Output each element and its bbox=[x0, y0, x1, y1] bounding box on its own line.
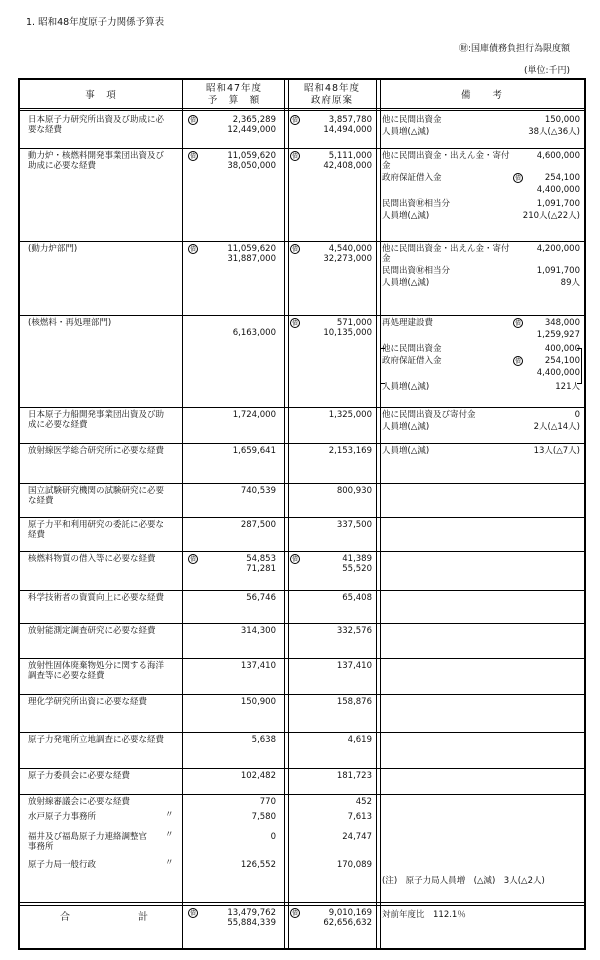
prev-budget-value: 6,163,000 bbox=[232, 328, 276, 338]
prev-budget-value: 770 bbox=[259, 797, 276, 807]
row-divider bbox=[20, 483, 584, 484]
row-divider bbox=[20, 443, 584, 444]
debt-mark-icon: 債 bbox=[189, 910, 196, 917]
row-divider bbox=[20, 315, 584, 316]
prev-budget-value: 314,300 bbox=[240, 626, 276, 636]
row-item-label: 原子力局一般行政 bbox=[28, 860, 97, 870]
remark-label: 民間出資㊖相当分 bbox=[382, 266, 451, 276]
remark-label: 政府保証借入金 bbox=[382, 356, 442, 366]
remark-label: 他に民間出資金 bbox=[382, 115, 442, 125]
gov-debt-value: 41,389 bbox=[342, 554, 372, 564]
row-divider bbox=[20, 694, 584, 695]
remark-label: 人員増(△減) bbox=[382, 278, 430, 288]
prev-budget-value: 287,500 bbox=[240, 520, 276, 530]
debt-mark-icon: 債 bbox=[291, 910, 298, 917]
gov-draft-value: 452 bbox=[355, 797, 372, 807]
gov-draft-value: 170,089 bbox=[336, 860, 372, 870]
prev-budget-value: 71,281 bbox=[246, 564, 276, 574]
debt-mark-icon: 債 bbox=[291, 320, 298, 327]
row-divider bbox=[20, 623, 584, 624]
prev-budget-value: 150,900 bbox=[240, 697, 276, 707]
remark-label: 民間出資㊖相当分 bbox=[382, 199, 451, 209]
gov-draft-value: 2,153,169 bbox=[328, 446, 372, 456]
prev-budget-value: 31,887,000 bbox=[227, 254, 276, 264]
row-item-label: 放射能測定調査研究に必要な経費 bbox=[28, 626, 156, 636]
row-divider bbox=[20, 658, 584, 659]
remark-label: 他に民間出資金・出えん金・寄付金 bbox=[382, 151, 510, 172]
debt-mark-icon: 債 bbox=[291, 117, 298, 124]
remark-value: 4,200,000 bbox=[536, 244, 580, 254]
gov-draft-value: 7,613 bbox=[347, 812, 372, 822]
debt-mark-icon: 債 bbox=[189, 117, 196, 124]
gov-draft-value: 10,135,000 bbox=[323, 328, 372, 338]
row-divider bbox=[20, 768, 584, 769]
prev-debt-value: 11,059,620 bbox=[227, 151, 276, 161]
bracket-right bbox=[577, 348, 582, 384]
remark-value: 210人(△22人) bbox=[522, 211, 580, 221]
debt-mark-icon: 債 bbox=[291, 153, 298, 160]
row-item-label: (核燃料・再処理部門) bbox=[28, 318, 112, 328]
gov-draft-value: 181,723 bbox=[336, 771, 372, 781]
row-item-label: 放射線医学総合研究所に必要な経費 bbox=[28, 446, 165, 456]
gov-draft-value: 55,520 bbox=[342, 564, 372, 574]
prev-budget-value: 740,539 bbox=[240, 486, 276, 496]
gov-draft-value: 1,325,000 bbox=[328, 410, 372, 420]
remark-value: 1,091,700 bbox=[536, 266, 580, 276]
header-prev-year: 昭和47年度 bbox=[205, 83, 263, 94]
gov-debt-value: 4,540,000 bbox=[328, 244, 372, 254]
remark-value: 150,000 bbox=[544, 115, 580, 125]
debt-mark-icon: 債 bbox=[189, 246, 196, 253]
row-item-label: 日本原子力船開発事業団出資及び助成に必要な経費 bbox=[28, 410, 165, 431]
row-divider bbox=[20, 732, 584, 733]
remark-value: 0 bbox=[574, 410, 580, 420]
row-item-label: 福井及び福島原子力連絡調整官事務所 bbox=[28, 832, 148, 853]
remark-label: 再処理建設費 bbox=[382, 318, 434, 328]
header-item: 事 項 bbox=[85, 90, 117, 101]
row-divider bbox=[20, 241, 584, 242]
remark-value: 254,100 bbox=[544, 356, 580, 366]
row-divider bbox=[20, 407, 584, 408]
header-gov-draft: 政府原案 bbox=[310, 95, 353, 106]
remark-label: 人員増(△減) bbox=[382, 127, 430, 137]
row-item-label: 原子力委員会に必要な経費 bbox=[28, 771, 131, 781]
remark-label: 人員増(△減) bbox=[382, 446, 430, 456]
gov-draft-value: 42,408,000 bbox=[323, 161, 372, 171]
row-item-label: 放射線審議会に必要な経費 bbox=[28, 797, 131, 807]
remark-value: 254,100 bbox=[544, 173, 580, 183]
gov-draft-value: 14,494,000 bbox=[323, 125, 372, 135]
remark-value: 1,259,927 bbox=[536, 330, 580, 340]
total-prev-debt: 13,479,762 bbox=[227, 908, 276, 918]
prev-budget-value: 1,724,000 bbox=[232, 410, 276, 420]
total-label-left: 合 bbox=[60, 912, 70, 923]
prev-budget-value: 126,552 bbox=[240, 860, 276, 870]
gov-debt-value: 3,857,780 bbox=[328, 115, 372, 125]
remark-label: 他に民間出資金・出えん金・寄付金 bbox=[382, 244, 510, 265]
gov-debt-value: 5,111,000 bbox=[328, 151, 372, 161]
gov-debt-value: 571,000 bbox=[336, 318, 372, 328]
debt-mark-icon: 債 bbox=[189, 556, 196, 563]
total-gov-draft: 62,656,632 bbox=[323, 918, 372, 928]
legend-note: ㊖:国庫債務負担行為限度額 bbox=[458, 44, 570, 54]
debt-mark-icon: 債 bbox=[291, 246, 298, 253]
row-item-label: 放射性固体廃棄物処分に関する海洋調査等に必要な経費 bbox=[28, 661, 165, 682]
prev-budget-value: 7,580 bbox=[251, 812, 276, 822]
gov-draft-value: 137,410 bbox=[336, 661, 372, 671]
debt-mark-icon: 債 bbox=[514, 320, 521, 327]
row-item-label: 核燃料物質の借入等に必要な経費 bbox=[28, 554, 156, 564]
row-item-label: 水戸原子力事務所 bbox=[28, 812, 97, 822]
remark-value: 4,400,000 bbox=[536, 368, 580, 378]
total-label-right: 計 bbox=[138, 912, 148, 923]
prev-budget-value: 102,482 bbox=[240, 771, 276, 781]
prev-budget-value: 1,659,641 bbox=[232, 446, 276, 456]
gov-draft-value: 800,930 bbox=[336, 486, 372, 496]
prev-budget-value: 5,638 bbox=[251, 735, 276, 745]
total-ratio-note: 対前年度比 112.1％ bbox=[382, 910, 466, 920]
gov-draft-value: 337,500 bbox=[336, 520, 372, 530]
row-item-label: (動力炉部門) bbox=[28, 244, 78, 254]
remark-value: 89人 bbox=[560, 278, 580, 288]
row-divider bbox=[20, 517, 584, 518]
row-item-label: 原子力発電所立地調査に必要な経費 bbox=[28, 735, 165, 745]
remark-value: 121人 bbox=[555, 382, 580, 392]
remark-label: 人員増(△減) bbox=[382, 422, 430, 432]
prev-budget-value: 38,050,000 bbox=[227, 161, 276, 171]
row-item-label: 動力炉・核燃料開発事業団出資及び助成に必要な経費 bbox=[28, 151, 165, 172]
prev-budget-value: 137,410 bbox=[240, 661, 276, 671]
prev-budget-value: 12,449,000 bbox=[227, 125, 276, 135]
ditto-mark: 〃 bbox=[165, 858, 174, 868]
remark-label: 政府保証借入金 bbox=[382, 173, 442, 183]
gov-draft-value: 32,273,000 bbox=[323, 254, 372, 264]
prev-debt-value: 11,059,620 bbox=[227, 244, 276, 254]
row-divider bbox=[20, 148, 584, 149]
remark-label: 他に民間出資及び寄付金 bbox=[382, 410, 476, 420]
document-title: 1. 昭和48年度原子力関係予算表 bbox=[26, 17, 165, 28]
remark-value: 348,000 bbox=[544, 318, 580, 328]
budget-table bbox=[18, 78, 586, 950]
row-item-label: 科学技術者の資質向上に必要な経費 bbox=[28, 593, 165, 603]
remark-value: 400,000 bbox=[544, 344, 580, 354]
total-divider bbox=[20, 902, 584, 906]
debt-mark-icon: 債 bbox=[514, 175, 521, 182]
row-item-label: 国立試験研究機関の試験研究に必要な経費 bbox=[28, 486, 165, 507]
prev-budget-value: 56,746 bbox=[246, 593, 276, 603]
header-gov-year: 昭和48年度 bbox=[303, 83, 361, 94]
remark-value: 38人(△36人) bbox=[528, 127, 580, 137]
header-remarks: 備 考 bbox=[460, 90, 503, 101]
row-divider bbox=[20, 551, 584, 552]
gov-draft-value: 4,619 bbox=[347, 735, 372, 745]
multi-note: (注) 原子力局人員増 (△減) 3人(△2人) bbox=[382, 876, 545, 886]
prev-budget-value: 0 bbox=[270, 832, 276, 842]
remark-label: 他に民間出資金 bbox=[382, 344, 442, 354]
remark-value: 4,600,000 bbox=[536, 151, 580, 161]
remark-value: 2人(△14人) bbox=[533, 422, 580, 432]
row-divider bbox=[20, 590, 584, 591]
remark-label: 人員増(△減) bbox=[382, 211, 430, 221]
remark-value: 1,091,700 bbox=[536, 199, 580, 209]
remark-label: 人員増(△減) bbox=[382, 382, 430, 392]
gov-draft-value: 332,576 bbox=[336, 626, 372, 636]
gov-draft-value: 65,408 bbox=[342, 593, 372, 603]
debt-mark-icon: 債 bbox=[189, 153, 196, 160]
prev-debt-value: 2,365,289 bbox=[232, 115, 276, 125]
bracket-left bbox=[380, 348, 385, 384]
header-prev-budget: 予 算 額 bbox=[207, 95, 261, 106]
row-item-label: 理化学研究所出資に必要な経費 bbox=[28, 697, 148, 707]
row-item-label: 原子力平和利用研究の委託に必要な経費 bbox=[28, 520, 165, 541]
row-divider bbox=[20, 794, 584, 795]
total-prev-budget: 55,884,339 bbox=[227, 918, 276, 928]
debt-mark-icon: 債 bbox=[514, 358, 521, 365]
gov-draft-value: 24,747 bbox=[342, 832, 372, 842]
ditto-mark: 〃 bbox=[165, 830, 174, 840]
unit-note: (単位:千円) bbox=[523, 66, 570, 76]
row-item-label: 日本原子力研究所出資及び助成に必要な経費 bbox=[28, 115, 165, 136]
remark-value: 13人(△7人) bbox=[533, 446, 580, 456]
debt-mark-icon: 債 bbox=[291, 556, 298, 563]
ditto-mark: 〃 bbox=[165, 810, 174, 820]
prev-debt-value: 54,853 bbox=[246, 554, 276, 564]
remark-value: 4,400,000 bbox=[536, 185, 580, 195]
gov-draft-value: 158,876 bbox=[336, 697, 372, 707]
total-gov-debt: 9,010,169 bbox=[328, 908, 372, 918]
